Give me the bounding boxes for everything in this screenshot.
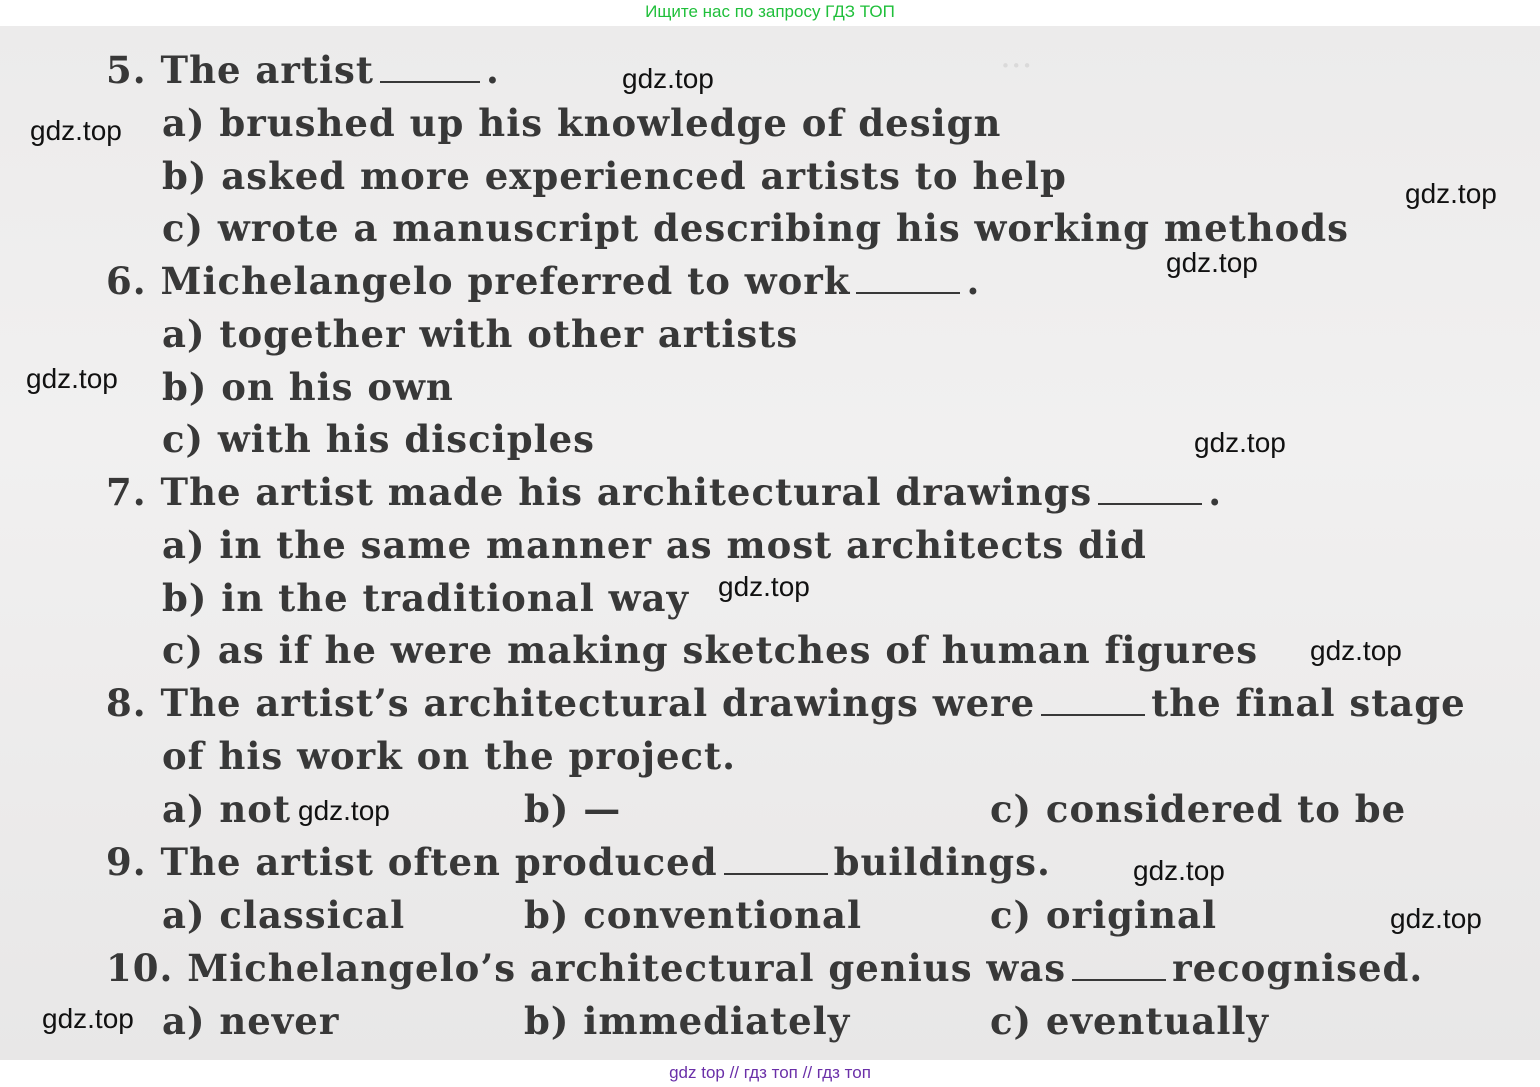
textbook-page xyxy=(0,26,1540,1060)
option-9a: a) classical xyxy=(162,893,406,937)
watermark: gdz.top xyxy=(718,571,810,602)
question-stem: The artist’s architectural drawings were xyxy=(160,681,1036,725)
question-number: 6. xyxy=(106,259,147,303)
question-number: 9. xyxy=(106,840,147,884)
bottom-banner[interactable]: gdz top // гдз топ // гдз топ xyxy=(0,1060,1540,1087)
watermark: gdz.top xyxy=(1166,247,1258,278)
option-7c: c) as if he were making sketches of human figures xyxy=(162,628,1259,672)
answer-blank xyxy=(724,847,828,875)
option-9c: c) original xyxy=(990,893,1218,937)
option-8c: c) considered to be xyxy=(990,787,1407,831)
answer-blank xyxy=(1072,953,1166,981)
answer-blank xyxy=(1098,477,1202,505)
option-5b: b) asked more experienced artists to help xyxy=(162,154,1067,198)
watermark: gdz.top xyxy=(26,363,118,394)
option-6c: c) with his disciples xyxy=(162,417,596,461)
question-9: 9. The artist often produced buildings. xyxy=(106,840,1051,884)
top-banner[interactable]: Ищите нас по запросу ГДЗ ТОП xyxy=(645,2,895,21)
watermark: gdz.top xyxy=(1390,903,1482,934)
option-6a: a) together with other artists xyxy=(162,312,799,356)
show-through-text: ... xyxy=(1000,36,1033,76)
question-number: 8. xyxy=(106,681,147,725)
option-6b: b) on his own xyxy=(162,365,454,409)
answer-blank xyxy=(856,266,960,294)
question-8-continued: of his work on the project. xyxy=(162,734,737,778)
option-8b: b) — xyxy=(524,787,622,831)
watermark: gdz.top xyxy=(622,63,714,94)
option-5a: a) brushed up his knowledge of design xyxy=(162,101,1002,145)
watermark: gdz.top xyxy=(1310,635,1402,666)
watermark: gdz.top xyxy=(1133,855,1225,886)
question-10: 10. Michelangelo’s architectural genius was recognised. xyxy=(106,946,1424,990)
question-number: 7. xyxy=(106,470,147,514)
watermark: gdz.top xyxy=(1405,178,1497,209)
option-9b: b) conventional xyxy=(524,893,863,937)
question-number: 5. xyxy=(106,48,147,92)
question-6: 6. Michelangelo preferred to work . xyxy=(106,259,981,303)
option-8a: a) not xyxy=(162,787,292,831)
question-stem: The artist made his architectural drawings xyxy=(160,470,1093,514)
answer-blank xyxy=(380,55,480,83)
option-10c: c) eventually xyxy=(990,999,1269,1043)
option-7b: b) in the traditional way xyxy=(162,576,689,620)
question-stem: The artist xyxy=(160,48,374,92)
option-7a: a) in the same manner as most architects did xyxy=(162,523,1147,567)
watermark: gdz.top xyxy=(298,795,390,826)
watermark: gdz.top xyxy=(30,115,122,146)
answer-blank xyxy=(1041,688,1145,716)
question-7: 7. The artist made his architectural drawings . xyxy=(106,470,1223,514)
question-8: 8. The artist’s architectural drawings were the final stage xyxy=(106,681,1466,725)
option-10b: b) immediately xyxy=(524,999,851,1043)
question-5: 5. The artist . xyxy=(106,48,500,92)
question-stem: Michelangelo preferred to work xyxy=(160,259,851,303)
option-10a: a) never xyxy=(162,999,340,1043)
option-5c: c) wrote a manuscript describing his working methods xyxy=(162,206,1349,250)
watermark: gdz.top xyxy=(1194,427,1286,458)
question-stem: The artist often produced xyxy=(160,840,718,884)
watermark: gdz.top xyxy=(42,1003,134,1034)
question-stem: Michelangelo’s architectural genius was xyxy=(187,946,1067,990)
question-number: 10. xyxy=(106,946,174,990)
